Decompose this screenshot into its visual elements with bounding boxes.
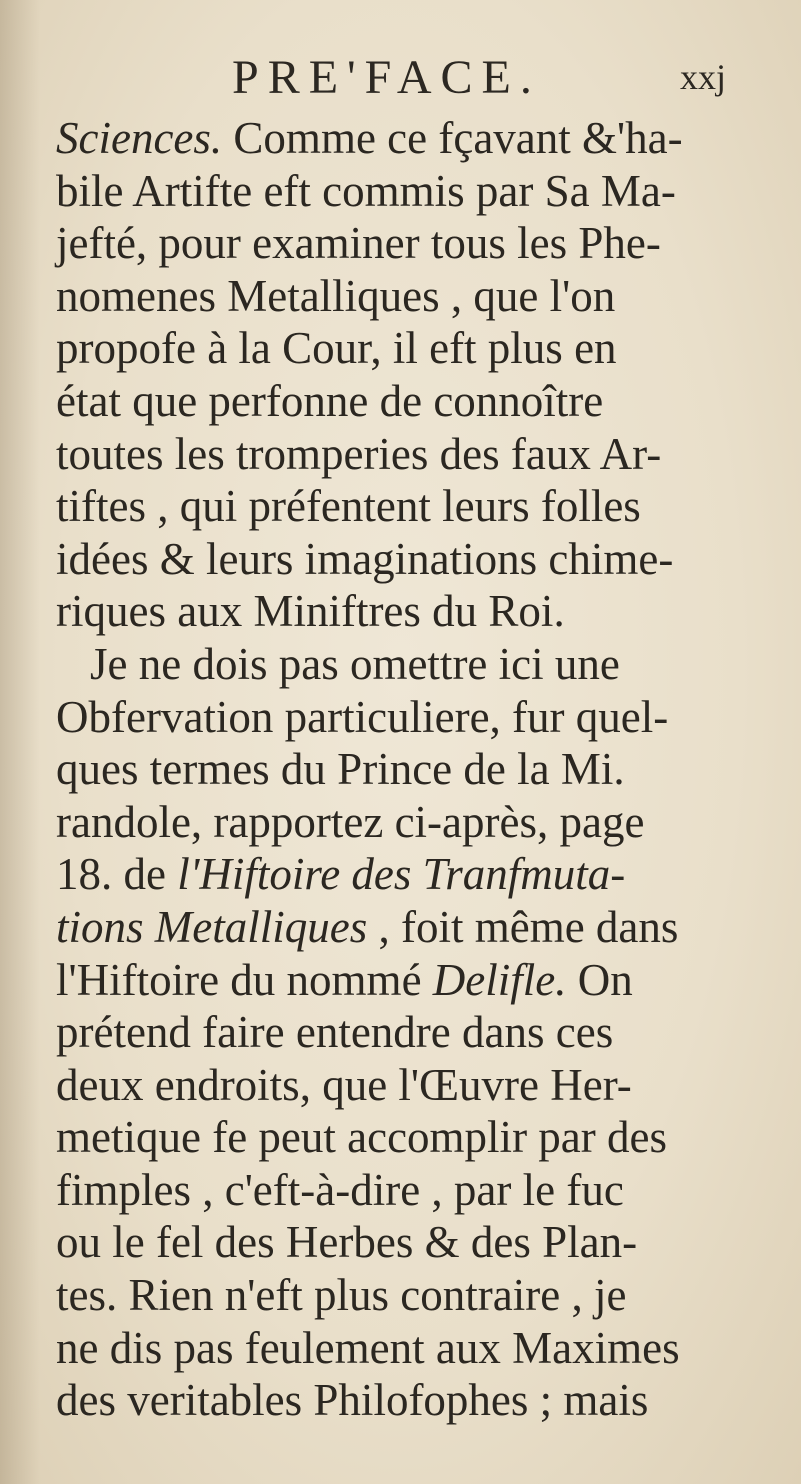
text-span: ques termes du Prince de la Mi.: [56, 744, 625, 795]
running-head: [0, 50, 801, 110]
text-line: [56, 1006, 676, 1059]
text-span: , foit même dans: [367, 901, 679, 952]
text-line: [56, 1111, 676, 1164]
running-head-title: PRE'FACE.: [232, 51, 541, 104]
text-span: prétend faire entendre dans ces: [56, 1007, 614, 1058]
text-span: tiftes , qui préfentent leurs folles: [56, 481, 641, 532]
text-line: [56, 375, 676, 428]
text-span: Comme ce fçavant &'ha-: [222, 113, 683, 163]
text-span: des veritables Philofophes ; mais: [56, 1375, 649, 1426]
text-span: nomenes Metalliques , que l'on: [56, 270, 616, 321]
text-line: [56, 428, 676, 481]
body-text: [56, 112, 683, 1427]
text-line: [56, 1374, 676, 1427]
text-line: [56, 322, 676, 375]
text-span: tes. Rien n'eft plus contraire , je: [56, 1270, 627, 1321]
text-line: [56, 848, 676, 901]
text-line: [56, 796, 676, 849]
text-line: [56, 217, 676, 270]
italic-text: Delifle.: [432, 954, 567, 1005]
text-span: toutes les tromperies des faux Ar-: [56, 428, 662, 479]
text-span: deux endroits, que l'Œuvre Her-: [56, 1059, 632, 1110]
text-line: [56, 1269, 676, 1322]
text-span: fimples , c'eft-à-dire , par le fuc: [56, 1164, 624, 1215]
text-line: [56, 691, 676, 744]
text-span: randole, rapportez ci-après, page: [56, 796, 645, 847]
text-line: [56, 165, 676, 218]
text-line: [56, 1059, 676, 1112]
text-span: jefté, pour examiner tous les Phe-: [56, 218, 661, 269]
text-line: [56, 533, 676, 586]
text-span: Je ne dois pas omettre ici une: [90, 638, 620, 689]
text-span: l'Hiftoire du nommé: [56, 954, 433, 1005]
text-span: état que perfonne de connoître: [56, 375, 604, 426]
text-line: [56, 954, 676, 1007]
text-span: riques aux Miniftres du Roi.: [56, 586, 565, 637]
text-span: ne dis pas feulement aux Maximes: [56, 1322, 680, 1373]
text-line: [56, 743, 676, 796]
italic-text: tions Metalliques: [56, 901, 368, 952]
text-line: [56, 1216, 676, 1269]
text-span: bile Artifte eft commis par Sa Ma-: [56, 165, 676, 216]
text-line: [56, 480, 676, 533]
text-span: 18. de: [56, 849, 178, 900]
text-line: [56, 1322, 680, 1375]
text-line: [56, 638, 676, 691]
text-span: ou le fel des Herbes & des Plan-: [56, 1217, 638, 1268]
text-line: [56, 901, 679, 954]
page-number: xxj: [680, 57, 727, 97]
text-line: [56, 112, 683, 165]
text-span: propofe à la Cour, il eft plus en: [56, 323, 617, 374]
italic-text: Sciences.: [56, 113, 223, 163]
gutter-shadow: [0, 0, 40, 1484]
text-span: Obfervation particuliere, fur quel-: [56, 691, 669, 742]
text-span: idées & leurs imaginations chime-: [56, 533, 674, 584]
text-span: metique fe peut accomplir par des: [56, 1112, 667, 1163]
text-span: On: [566, 954, 633, 1005]
italic-text: l'Hiftoire des Tranfmuta-: [177, 849, 626, 900]
text-line: [56, 1164, 676, 1217]
text-line: [56, 585, 676, 638]
text-line: [56, 270, 676, 323]
